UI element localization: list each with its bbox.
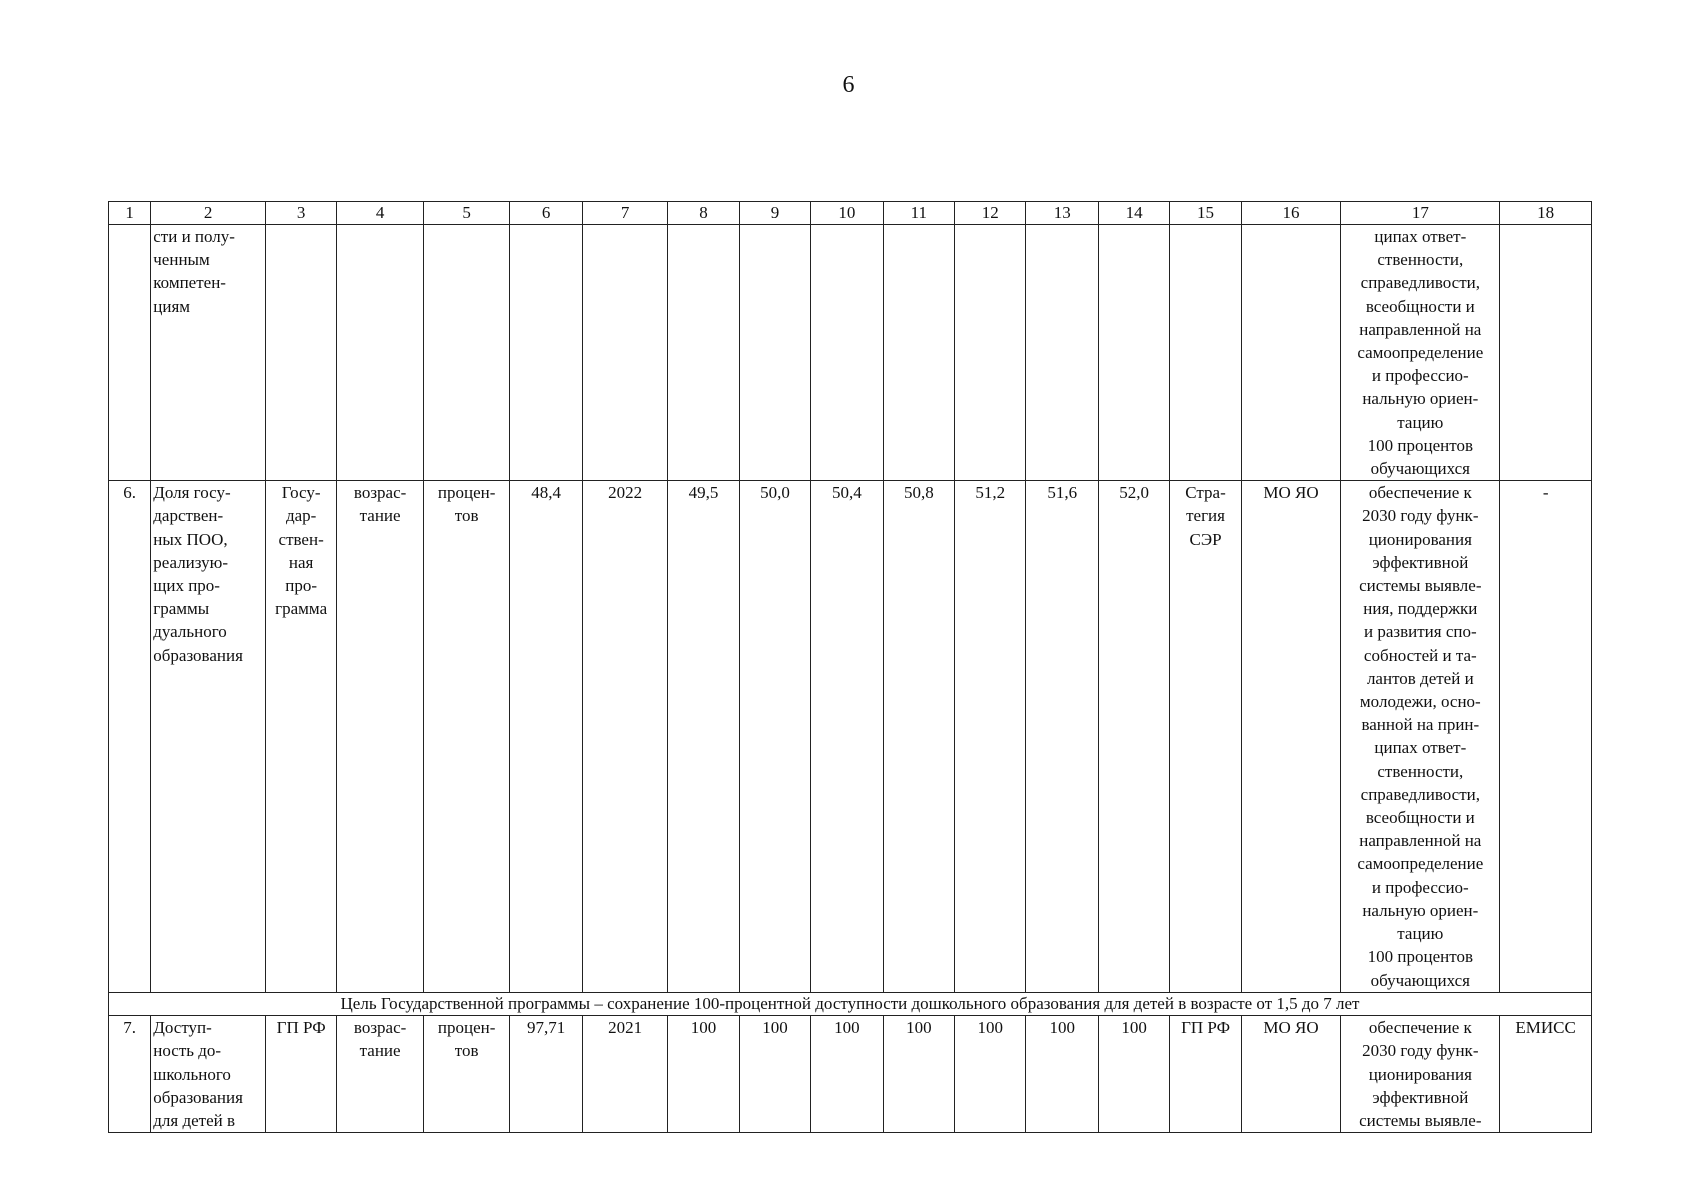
cell-value-11: 50,8 — [883, 481, 954, 993]
header-cell: 2 — [151, 202, 266, 225]
page-number: 6 — [842, 72, 855, 98]
cell-trend: возрас- тание — [337, 481, 424, 993]
cell-value-13: 51,6 — [1026, 481, 1098, 993]
cell-value-14: 100 — [1098, 1016, 1169, 1133]
cell-value-10: 50,4 — [811, 481, 883, 993]
header-cell: 3 — [265, 202, 336, 225]
cell-empty — [955, 225, 1026, 481]
cell-base-value: 48,4 — [510, 481, 582, 993]
cell-value-10: 100 — [811, 1016, 883, 1133]
header-cell: 10 — [811, 202, 883, 225]
cell-empty — [1170, 225, 1241, 481]
cell-empty — [1500, 225, 1592, 481]
cell-value-12: 100 — [955, 1016, 1026, 1133]
cell-empty — [1241, 225, 1341, 481]
cell-indicator-name: Доступ- ность до- школьного образования для детей в — [151, 1016, 266, 1133]
cell-responsible: МО ЯО — [1241, 481, 1341, 993]
header-cell: 6 — [510, 202, 582, 225]
cell-level: ГП РФ — [265, 1016, 336, 1133]
cell-empty — [337, 225, 424, 481]
cell-num: 7. — [109, 1016, 151, 1133]
header-cell: 12 — [955, 202, 1026, 225]
goal-row — [109, 993, 1592, 1016]
program-goal: Цель Государственной программы – сохранение 100-процентной доступности дошкольного образования для детей в возрасте от 1,5 до 7 лет — [109, 993, 1592, 1016]
cell-empty — [668, 225, 739, 481]
table-row-continued — [109, 225, 1592, 481]
header-cell: 15 — [1170, 202, 1241, 225]
header-cell: 18 — [1500, 202, 1592, 225]
cell-unit: процен- тов — [423, 1016, 510, 1133]
header-cell: 11 — [883, 202, 954, 225]
header-cell: 9 — [739, 202, 810, 225]
cell-empty — [811, 225, 883, 481]
cell-value-12: 51,2 — [955, 481, 1026, 993]
header-cell: 8 — [668, 202, 739, 225]
header-cell: 7 — [582, 202, 668, 225]
cell-value-14: 52,0 — [1098, 481, 1169, 993]
cell-empty — [1098, 225, 1169, 481]
cell-empty — [265, 225, 336, 481]
table-row-6 — [109, 481, 1592, 993]
cell-indicator-name: Доля госу- дарствен- ных ПОО, реализую- щих про- граммы дуального образования — [151, 481, 266, 993]
cell-value-9: 100 — [739, 1016, 810, 1133]
cell-info-system: - — [1500, 481, 1592, 993]
cell-info-system: ЕМИСС — [1500, 1016, 1592, 1133]
cell-document: ГП РФ — [1170, 1016, 1241, 1133]
cell-national-goal: ципах ответ- ственности, справедливости, всеобщности и направленной на самоопределение и профессио- нальную ориен- тацию 100 процентов обучающихся — [1341, 225, 1500, 481]
cell-responsible: МО ЯО — [1241, 1016, 1341, 1133]
cell-empty — [883, 225, 954, 481]
header-cell: 14 — [1098, 202, 1169, 225]
cell-base-year: 2022 — [582, 481, 668, 993]
cell-empty — [582, 225, 668, 481]
cell-national-goal: обеспечение к 2030 году функ- ционирования эффективной системы выявле- — [1341, 1016, 1500, 1133]
cell-document: Стра- тегия СЭР — [1170, 481, 1241, 993]
header-cell: 1 — [109, 202, 151, 225]
header-cell: 16 — [1241, 202, 1341, 225]
cell-num: 6. — [109, 481, 151, 993]
cell-value-13: 100 — [1026, 1016, 1098, 1133]
header-cell: 5 — [423, 202, 510, 225]
cell-unit: процен- тов — [423, 481, 510, 993]
cell-trend: возрас- тание — [337, 1016, 424, 1133]
cell-empty — [739, 225, 810, 481]
cell-value-8: 49,5 — [668, 481, 739, 993]
cell-empty — [423, 225, 510, 481]
header-cell: 13 — [1026, 202, 1098, 225]
cell-national-goal: обеспечение к 2030 году функ- ционирования эффективной системы выявле- ния, поддержки и развития спо- собностей и та- лантов детей и молодежи, осно- ванной на прин- ципах ответ- ственности, справедливости, всеобщности и направленной на самоопределение и профессио- нальную ориен- тацию 100 процентов обучающихся — [1341, 481, 1500, 993]
cell-value-9: 50,0 — [739, 481, 810, 993]
cell-base-value: 97,71 — [510, 1016, 582, 1133]
cell-level: Госу- дар- ствен- ная про- грамма — [265, 481, 336, 993]
table-row-7 — [109, 1016, 1592, 1133]
cell-indicator-name: сти и полу- ченным компетен- циям — [151, 225, 266, 481]
header-row — [109, 202, 1592, 225]
indicators-table — [108, 201, 1592, 1133]
header-cell: 4 — [337, 202, 424, 225]
cell-empty — [510, 225, 582, 481]
cell-base-year: 2021 — [582, 1016, 668, 1133]
cell-num — [109, 225, 151, 481]
cell-value-8: 100 — [668, 1016, 739, 1133]
cell-value-11: 100 — [883, 1016, 954, 1133]
header-cell: 17 — [1341, 202, 1500, 225]
cell-empty — [1026, 225, 1098, 481]
